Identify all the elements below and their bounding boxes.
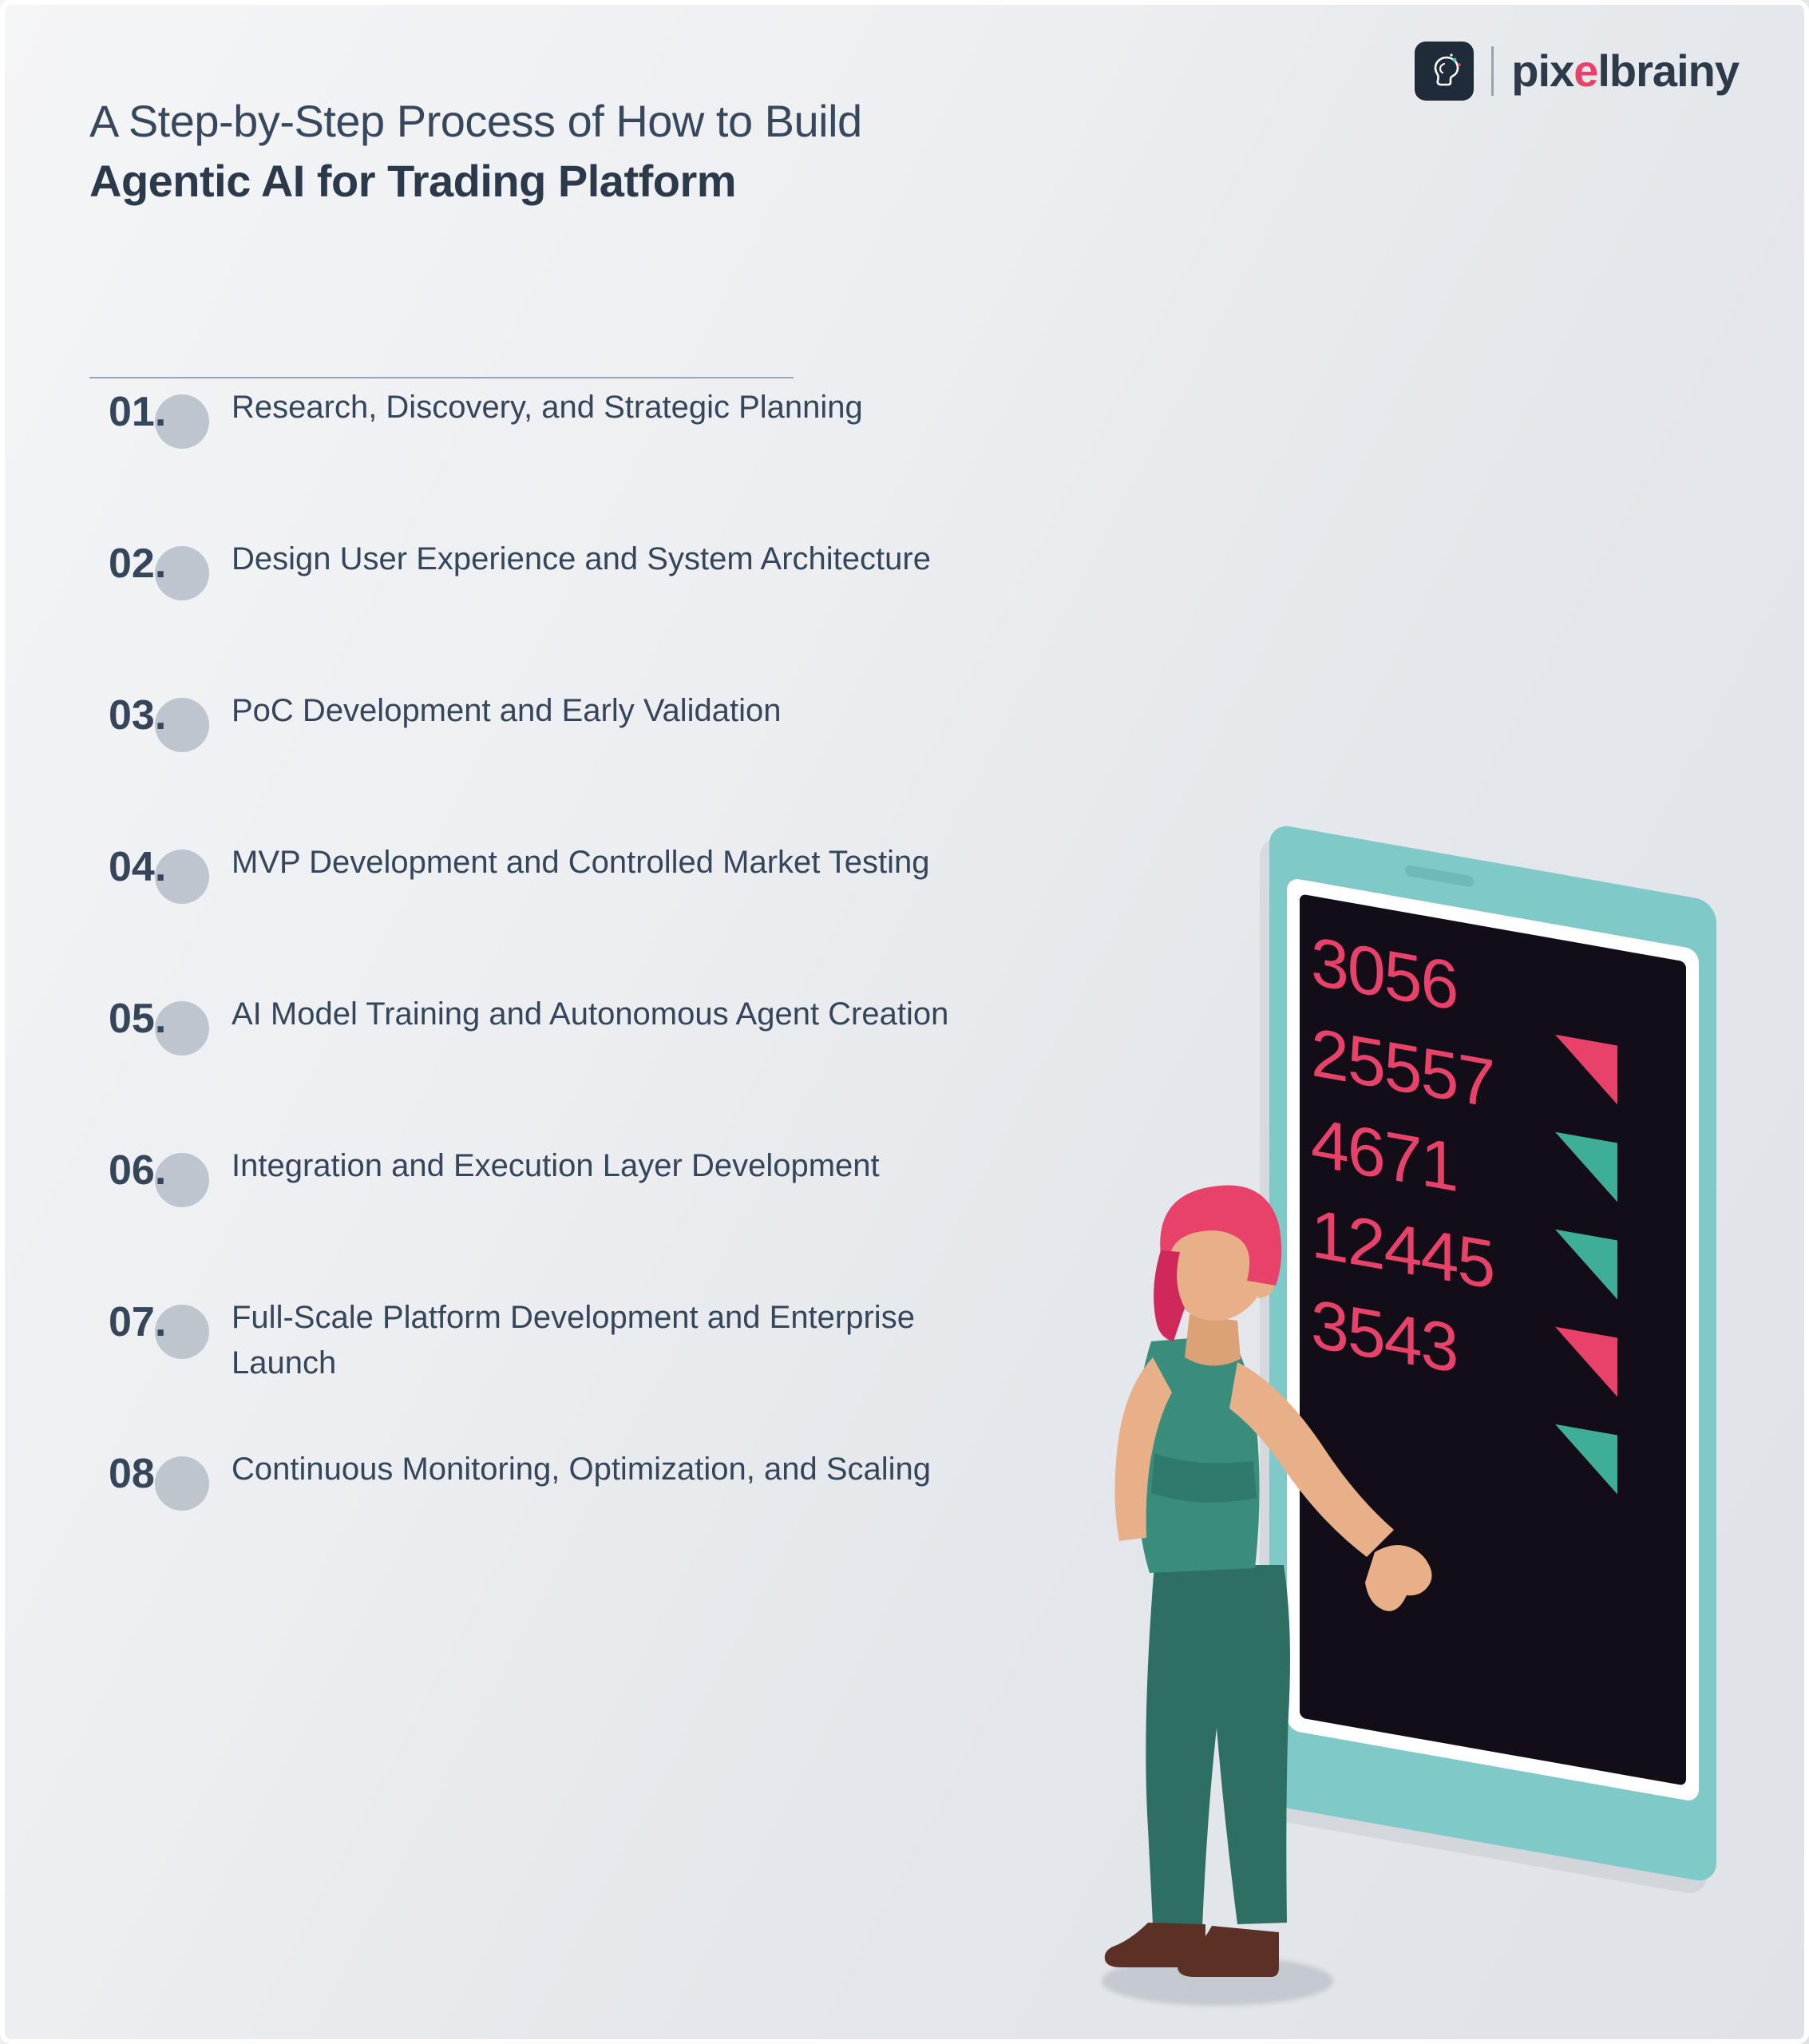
list-item — [96, 1132, 1054, 1284]
list-item — [96, 1284, 1054, 1436]
step-number: 01. — [109, 389, 167, 435]
step-dot — [155, 1456, 209, 1511]
step-number: 05. — [109, 996, 167, 1042]
list-item — [96, 1436, 1054, 1587]
brand-name-part1: pix — [1511, 46, 1574, 96]
step-number-wrap — [96, 1132, 232, 1212]
screen-number: 4671 — [1311, 1103, 1458, 1207]
step-label: Integration and Execution Layer Development — [232, 1148, 880, 1183]
step-number: 04. — [109, 844, 167, 890]
steps-list — [96, 374, 1054, 1587]
step-number-wrap — [96, 525, 232, 605]
brand-name-accent: e — [1573, 46, 1598, 96]
screen-number: 3543 — [1311, 1285, 1458, 1388]
step-label: Design User Experience and System Architecture — [232, 541, 931, 576]
illustration — [1078, 846, 1796, 2044]
page-title-line2: Agentic AI for Trading Platform — [89, 155, 737, 206]
step-number-wrap — [96, 677, 232, 757]
brand-logo[interactable] — [1415, 42, 1739, 101]
person-illustration — [1078, 846, 1796, 2044]
step-label: Full-Scale Platform Development and Enterprise Launch — [232, 1300, 915, 1380]
logo-divider — [1491, 46, 1494, 96]
step-label: AI Model Training and Autonomous Agent Creation — [232, 996, 949, 1032]
step-number: 03. — [109, 692, 167, 739]
brand-name — [1511, 46, 1739, 96]
step-label: MVP Development and Controlled Market Testing — [232, 845, 930, 880]
step-number-wrap — [96, 1436, 232, 1515]
step-number-wrap — [96, 980, 232, 1060]
step-label: Research, Discovery, and Strategic Planning — [232, 390, 863, 425]
step-label: Continuous Monitoring, Optimization, and Scaling — [232, 1452, 932, 1487]
title-block — [89, 96, 1207, 208]
screen-number: 3056 — [1311, 922, 1458, 1026]
step-number: 02. — [109, 541, 167, 587]
brand-name-part2: lbrainy — [1597, 46, 1739, 96]
step-label: PoC Development and Early Validation — [232, 693, 782, 728]
step-number-wrap — [96, 374, 232, 454]
list-item — [96, 525, 1054, 677]
step-number: 06. — [109, 1147, 167, 1194]
page-title-line1: A Step-by-Step Process of How to Build — [89, 96, 862, 146]
list-item — [96, 980, 1054, 1132]
brain-circuit-icon — [1415, 42, 1474, 101]
step-number-wrap — [96, 829, 232, 909]
list-item — [96, 677, 1054, 829]
list-item — [96, 374, 1054, 525]
list-item — [96, 829, 1054, 980]
screen-number: 25557 — [1311, 1013, 1494, 1123]
step-number-wrap — [96, 1284, 232, 1364]
screen-number: 12445 — [1311, 1194, 1494, 1304]
step-number: 07. — [109, 1299, 167, 1345]
step-number: 08 — [109, 1451, 155, 1497]
